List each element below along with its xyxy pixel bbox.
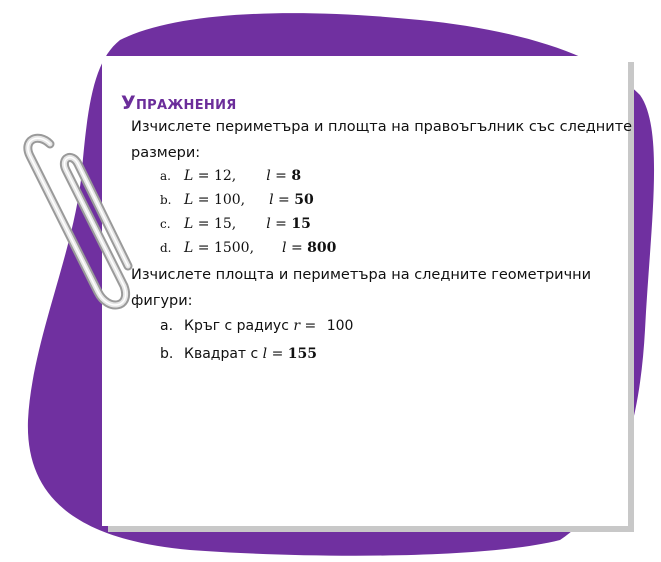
list-letter: b. [160, 193, 172, 207]
exercise1-text-line1: Изчислете периметъра и площта на правоъгълник със следните [131, 119, 633, 135]
list-item-text: Квадрат с [184, 346, 259, 362]
radius-value: 100 [326, 318, 354, 334]
list-item [160, 346, 317, 362]
side-formula: l = 155 [262, 346, 318, 362]
list-letter: b. [160, 346, 174, 362]
list-item [160, 192, 314, 214]
list-item-text: Кръг с радиус [184, 318, 289, 334]
list-item [160, 216, 311, 238]
dimension-formula: L = 100, l = 50 [184, 192, 314, 208]
list-item [160, 318, 353, 334]
list-letter: a. [160, 318, 174, 334]
dimension-formula: L = 1500, l = 800 [184, 240, 337, 256]
list-letter: c. [160, 217, 171, 231]
list-item [160, 240, 336, 262]
paperclip-icon [20, 122, 160, 332]
list-item [160, 168, 301, 190]
dimension-formula: L = 12, l = 8 [184, 168, 302, 184]
dimension-formula: L = 15, l = 15 [184, 216, 311, 232]
exercise2-text-line1: Изчислете площта и периметъра на следните геометрични [131, 267, 592, 283]
list-letter: a. [160, 169, 171, 183]
page-title: Упражнения [121, 92, 237, 114]
exercise1-text-line2: размери: [131, 145, 201, 161]
list-letter: d. [160, 241, 172, 255]
exercise2-text-line2: фигури: [131, 293, 193, 309]
radius-formula: r = [293, 318, 317, 334]
